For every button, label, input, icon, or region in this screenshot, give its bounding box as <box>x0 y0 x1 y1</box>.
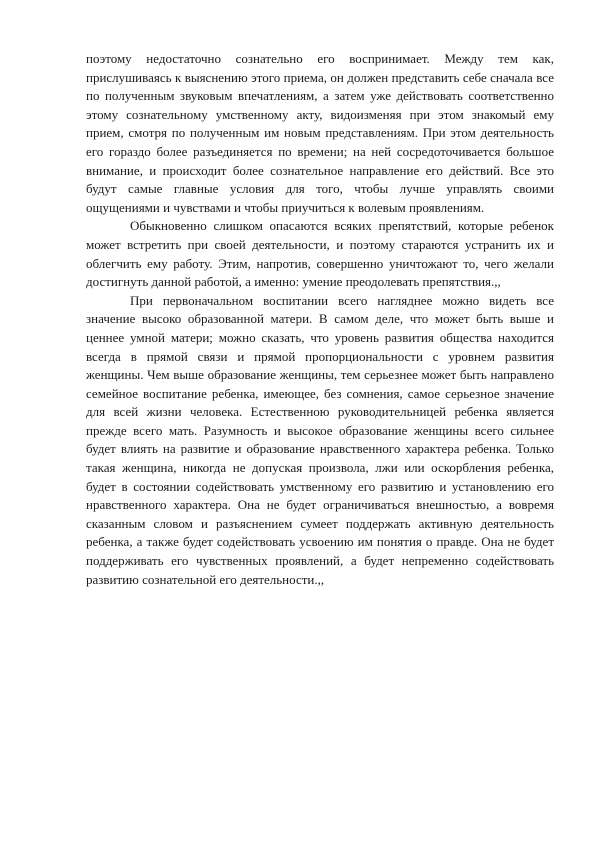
paragraph-1: поэтому недостаточно сознательно его воспринимает. Между тем как, прислушиваясь к выяснению этого приема, он должен представить себе сначала все по полученным звуковым впечатлениям, а затем уже действовать соответственно этому сознательному умственному акту, видоизменяя при этом знакомый ему прием, смотря по полученным им новым представлениям. При этом деятельность его гораздо более разъединяется по времени; на ней сосредоточивается большое внимание, и происходит более сознательное направление его действий. Все это будут самые главные условия для того, чтобы лучше управлять своими ощущениями и чувствами и чтобы приучиться к волевым проявлениям. <box>86 51 554 215</box>
paragraph-2: Обыкновенно слишком опасаются всяких препятствий, которые ребенок может встретить при своей деятельности, и поэтому стараются устранить их и облегчить ему работу. Этим, напротив, совершенно уничтожают то, чего желали достигнуть данной работой, а именно: умение преодолевать препятствия.,, <box>86 218 554 290</box>
document-page <box>86 50 554 589</box>
paragraph-3: При первоначальном воспитании всего нагляднее можно видеть все значение высоко образованной матери. В самом деле, что может быть выше и ценнее умной матери; можно сказать, что уровень развития общества находится всегда в прямой связи и прямой пропорциональности с уровнем развития женщины. Чем выше образование женщины, тем серьезнее может быть направлено семейное воспитание ребенка, имеющее, без сомнения, самое серьезное значение для всей жизни человека. Естественною руководительницей ребенка является прежде всего мать. Разумность и высокое образование женщины всего сильнее будет влиять на развитие и образование нравственного характера ребенка. Только такая женщина, никогда не допуская произвола, лжи или оскорбления ребенка, будет в состоянии содействовать умственному его развитию и установлению его нравственного характера. Она не будет ограничиваться внешностью, а вовремя сказанным словом и разъяснением сумеет поддержать активную деятельность ребенка, а также будет содействовать усвоению им понятия о правде. Она не будет поддерживать его чувственных проявлений, а будет непременно содействовать развитию сознательной его деятельности.,, <box>86 292 554 587</box>
